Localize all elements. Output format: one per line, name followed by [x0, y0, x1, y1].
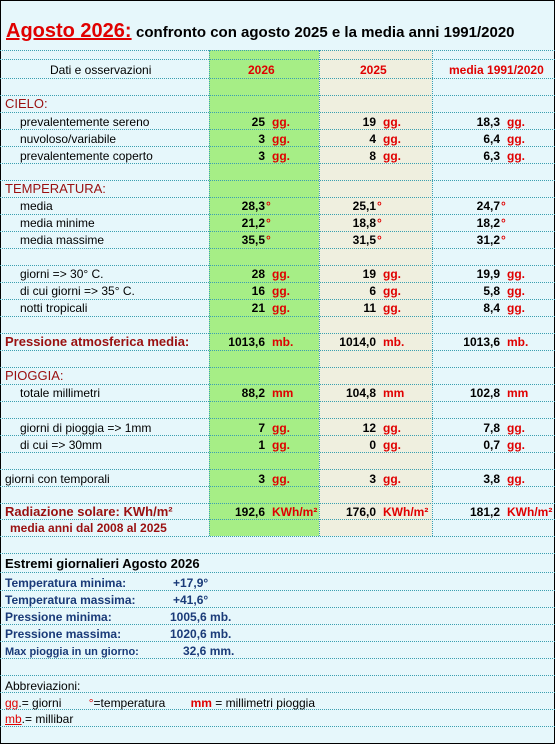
- value-cell: [430, 216, 506, 230]
- value-unit: °: [501, 199, 506, 213]
- title-main: Agosto 2026:: [6, 20, 132, 42]
- value-unit: gg.: [507, 115, 525, 129]
- value-cell: [195, 233, 271, 247]
- value-cell: [306, 233, 382, 247]
- grid-line: [0, 452, 555, 453]
- value-unit: gg.: [507, 421, 525, 435]
- value-cell: [430, 284, 525, 298]
- value-unit: mb.: [383, 335, 405, 349]
- tmax-value: +41,6°: [173, 593, 209, 607]
- grid-line: [0, 435, 555, 436]
- value-cell: [195, 335, 293, 349]
- value-cell: [306, 149, 401, 163]
- value-cell: [430, 199, 506, 213]
- value-cell: [306, 421, 401, 435]
- grid-line: [0, 624, 555, 625]
- grid-line: [0, 486, 555, 487]
- section-cielo: CIELO:: [5, 96, 48, 111]
- value-cell: [195, 149, 290, 163]
- grid-line: [0, 146, 555, 147]
- page-title: [6, 20, 515, 43]
- rain-value: 32,6 mm.: [183, 644, 235, 658]
- value-unit: mb.: [507, 335, 529, 349]
- value-number: 35,5: [241, 233, 265, 247]
- value-number: 18,8: [352, 216, 376, 230]
- abbrev-mb-key: mb: [5, 712, 22, 726]
- value-unit: gg.: [272, 472, 290, 486]
- value-cell: [430, 149, 525, 163]
- grid-line: [0, 469, 555, 470]
- value-number: 3: [369, 472, 376, 486]
- value-number: 1013,6: [463, 335, 500, 349]
- row-label: totale millimetri: [20, 386, 101, 400]
- value-number: 4: [369, 132, 376, 146]
- value-number: 6,3: [483, 149, 500, 163]
- value-number: 12: [362, 421, 376, 435]
- value-unit: gg.: [383, 132, 401, 146]
- value-cell: [430, 505, 552, 519]
- header-2025: 2025: [360, 63, 387, 77]
- value-unit: gg.: [272, 132, 290, 146]
- value-cell: [306, 438, 401, 452]
- pmin-label: Pressione minima:: [5, 610, 112, 624]
- value-cell: [306, 199, 382, 213]
- value-unit: gg.: [272, 438, 290, 452]
- abbrev-mm-key: mm: [190, 696, 212, 710]
- grid-line: [0, 299, 555, 300]
- grid-line: [0, 78, 555, 79]
- value-unit: KWh/m²: [507, 505, 553, 519]
- value-unit: gg.: [383, 301, 401, 315]
- value-unit: gg.: [272, 149, 290, 163]
- value-unit: gg.: [383, 267, 401, 281]
- value-unit: KWh/m²: [383, 505, 429, 519]
- row-label: media massime: [20, 233, 105, 247]
- value-cell: [195, 386, 293, 400]
- value-number: 88,2: [241, 386, 265, 400]
- value-unit: mm: [383, 386, 405, 400]
- grid-line: [0, 59, 555, 60]
- value-number: 6: [369, 284, 376, 298]
- value-number: 25: [251, 115, 265, 129]
- value-unit: °: [501, 233, 506, 247]
- value-unit: gg.: [272, 421, 290, 435]
- value-cell: [195, 421, 290, 435]
- value-unit: °: [377, 216, 382, 230]
- value-cell: [195, 216, 271, 230]
- value-cell: [430, 233, 506, 247]
- row-label: di cui giorni => 35° C.: [20, 284, 135, 298]
- value-number: 31,5: [352, 233, 376, 247]
- value-number: 3: [258, 132, 265, 146]
- value-number: 1014,0: [339, 335, 376, 349]
- abbrev-deg-key: °: [88, 696, 94, 710]
- value-cell: [430, 438, 525, 452]
- grid-line: [0, 675, 555, 676]
- value-cell: [195, 267, 290, 281]
- pmax-value: 1020,6 mb.: [170, 627, 232, 641]
- title-subtitle: confronto con agosto 2025 e la media anni 1991/2020: [136, 24, 515, 41]
- grid-line: [0, 536, 555, 537]
- row-label: notti tropicali: [20, 301, 88, 315]
- value-number: 11: [363, 301, 376, 315]
- grid-line: [0, 50, 555, 51]
- grid-line: [0, 265, 555, 266]
- value-unit: gg.: [507, 472, 525, 486]
- grid-line: [0, 316, 555, 317]
- abbrev-line2: [5, 712, 73, 726]
- value-cell: [306, 335, 404, 349]
- value-number: 19: [362, 115, 376, 129]
- value-number: 1013,6: [228, 335, 265, 349]
- grid-line: [0, 401, 555, 402]
- value-unit: gg.: [507, 284, 525, 298]
- row-label: media minime: [20, 216, 95, 230]
- value-cell: [306, 216, 382, 230]
- value-number: 24,7: [476, 199, 500, 213]
- value-unit: KWh/m²: [272, 505, 318, 519]
- grid-line: [0, 418, 555, 419]
- row-label: di cui => 30mm: [20, 438, 103, 452]
- value-number: 21,2: [241, 216, 265, 230]
- value-number: 3,8: [483, 472, 500, 486]
- value-unit: gg.: [507, 267, 525, 281]
- grid-line: [0, 231, 555, 232]
- value-number: 28: [251, 267, 265, 281]
- row-label: prevalentemente coperto: [20, 149, 153, 163]
- value-unit: gg.: [507, 438, 525, 452]
- value-number: 7,8: [483, 421, 500, 435]
- value-unit: gg.: [383, 149, 401, 163]
- grid-line: [0, 519, 555, 520]
- radiazione-note: media anni dal 2008 al 2025: [10, 521, 167, 535]
- value-unit: °: [266, 233, 271, 247]
- value-number: 28,3: [241, 199, 265, 213]
- grid-line: [0, 163, 555, 164]
- value-unit: °: [377, 233, 382, 247]
- value-unit: gg.: [272, 284, 290, 298]
- grid-line: [0, 692, 555, 693]
- abbrev-deg-text: =temperatura: [93, 696, 166, 710]
- value-cell: [195, 301, 290, 315]
- value-unit: mb.: [272, 335, 294, 349]
- abbrev-gg-text: .= giorni: [18, 696, 62, 710]
- grid-line: [0, 129, 555, 130]
- abbrev-line1: [5, 696, 315, 710]
- row-label: giorni con temporali: [5, 472, 110, 486]
- value-cell: [306, 267, 401, 281]
- header-media: media 1991/2020: [449, 63, 544, 77]
- value-cell: [306, 386, 404, 400]
- value-unit: gg.: [383, 421, 401, 435]
- value-cell: [306, 132, 401, 146]
- tmax-label: Temperatura massima:: [5, 593, 136, 607]
- value-cell: [195, 115, 290, 129]
- value-number: 5,8: [483, 284, 500, 298]
- value-unit: mm: [507, 386, 529, 400]
- value-cell: [306, 284, 401, 298]
- value-cell: [430, 421, 525, 435]
- value-cell: [430, 472, 525, 486]
- section-temperatura: TEMPERATURA:: [5, 181, 106, 196]
- value-cell: [195, 284, 290, 298]
- value-cell: [430, 115, 525, 129]
- value-number: 8,4: [483, 301, 500, 315]
- value-unit: °: [501, 216, 506, 230]
- value-unit: gg.: [383, 438, 401, 452]
- header-2026: 2026: [248, 63, 275, 77]
- value-unit: gg.: [507, 132, 525, 146]
- value-number: 176,0: [345, 505, 376, 519]
- value-number: 16: [251, 284, 265, 298]
- value-cell: [430, 386, 528, 400]
- abbrev-mb-text: .= millibar: [21, 712, 74, 726]
- value-number: 18,2: [476, 216, 500, 230]
- value-number: 0,7: [483, 438, 500, 452]
- grid-line: [0, 367, 555, 368]
- value-unit: gg.: [383, 115, 401, 129]
- value-unit: gg.: [272, 267, 290, 281]
- grid-line: [0, 590, 555, 591]
- value-number: 25,1: [352, 199, 376, 213]
- row-label: giorni => 30° C.: [20, 267, 104, 281]
- value-cell: [195, 438, 290, 452]
- grid-line: [0, 214, 555, 215]
- value-number: 102,8: [469, 386, 500, 400]
- value-cell: [306, 301, 401, 315]
- value-cell: [306, 505, 428, 519]
- value-cell: [306, 472, 401, 486]
- value-number: 1: [258, 438, 265, 452]
- value-unit: gg.: [383, 472, 401, 486]
- grid-line: [0, 384, 555, 385]
- value-unit: °: [377, 199, 382, 213]
- abbrev-gg-key: gg: [5, 696, 19, 710]
- section-pressione: Pressione atmosferica media:: [5, 334, 190, 349]
- grid-line: [0, 95, 555, 96]
- value-unit: mm: [272, 386, 294, 400]
- value-number: 19,9: [476, 267, 500, 281]
- value-number: 31,2: [476, 233, 500, 247]
- header-label: Dati e osservazioni: [50, 63, 152, 77]
- value-unit: °: [266, 199, 271, 213]
- value-cell: [430, 301, 525, 315]
- grid-line: [0, 112, 555, 113]
- value-number: 21: [251, 301, 265, 315]
- value-number: 181,2: [469, 505, 500, 519]
- value-unit: gg.: [507, 301, 525, 315]
- grid-line: [0, 641, 555, 642]
- grid-line: [0, 726, 555, 727]
- pmin-value: 1005,6 mb.: [170, 610, 232, 624]
- value-number: 104,8: [345, 386, 376, 400]
- row-label: nuvoloso/variabile: [20, 132, 117, 146]
- value-number: 8: [369, 149, 376, 163]
- grid-line: [0, 607, 555, 608]
- value-number: 3: [258, 472, 265, 486]
- value-unit: gg.: [507, 149, 525, 163]
- value-cell: [430, 335, 528, 349]
- tmin-value: +17,9°: [173, 576, 209, 590]
- rain-label: Max pioggia in un giorno:: [5, 646, 139, 658]
- value-unit: gg.: [272, 115, 290, 129]
- abbrev-title: Abbreviazioni:: [5, 679, 81, 693]
- row-label: media: [20, 199, 53, 213]
- grid-line: [0, 553, 555, 554]
- section-pioggia: PIOGGIA:: [5, 368, 64, 383]
- value-number: 19: [362, 267, 376, 281]
- extremes-title: Estremi giornalieri Agosto 2026: [5, 556, 200, 571]
- value-unit: gg.: [272, 301, 290, 315]
- grid-line: [0, 248, 555, 249]
- value-cell: [306, 115, 401, 129]
- value-number: 6,4: [483, 132, 500, 146]
- abbrev-mm-text: = millimetri pioggia: [215, 696, 315, 710]
- value-cell: [430, 267, 525, 281]
- tmin-label: Temperatura minima:: [5, 576, 127, 590]
- value-unit: °: [266, 216, 271, 230]
- value-cell: [195, 132, 290, 146]
- row-label: giorni di pioggia => 1mm: [20, 421, 152, 435]
- grid-line: [0, 350, 555, 351]
- row-label: prevalentemente sereno: [20, 115, 150, 129]
- value-unit: gg.: [383, 284, 401, 298]
- value-cell: [195, 505, 317, 519]
- value-cell: [195, 199, 271, 213]
- value-number: 0: [369, 438, 376, 452]
- grid-line: [0, 572, 555, 573]
- grid-line: [0, 197, 555, 198]
- section-radiazione: Radiazione solare: KWh/m²: [5, 504, 173, 519]
- grid-line: [0, 282, 555, 283]
- value-number: 18,3: [476, 115, 500, 129]
- value-cell: [195, 472, 290, 486]
- value-number: 7: [258, 421, 265, 435]
- pmax-label: Pressione massima:: [5, 627, 122, 641]
- value-number: 3: [258, 149, 265, 163]
- value-number: 192,6: [234, 505, 265, 519]
- value-cell: [430, 132, 525, 146]
